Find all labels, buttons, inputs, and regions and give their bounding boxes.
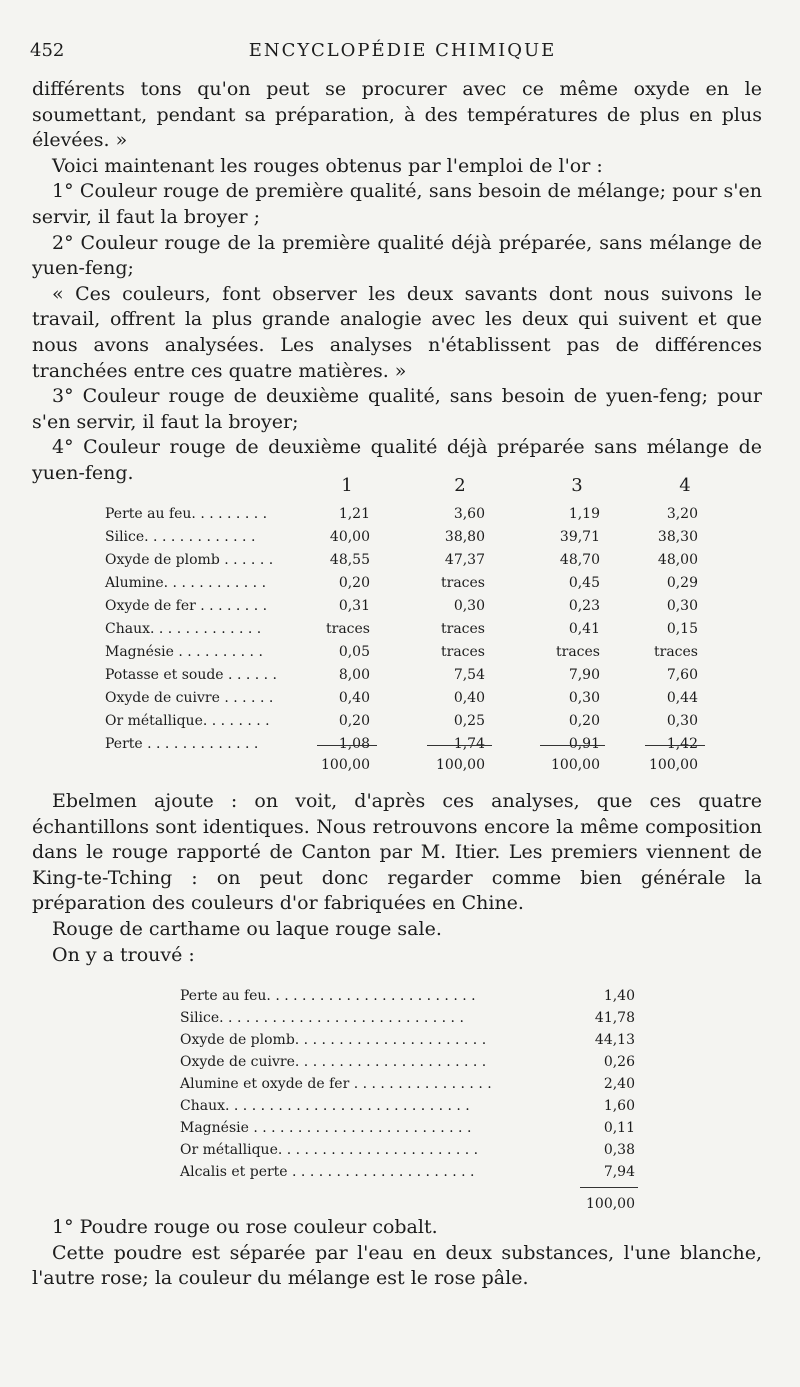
text-block-top [32, 77, 762, 487]
paragraph: 3° Couleur rouge de deuxième qualité, sans besoin de yuen-feng; pour s'en servir, il faut la broyer; [32, 385, 762, 433]
table-cell: 48,00 [657, 552, 698, 568]
row-label: Oxyde de cuivre. . . . . . . . . . . . . . . . . . . . . . [180, 1054, 487, 1070]
sum-rule [317, 745, 377, 746]
paragraph: 2° Couleur rouge de la première qualité déjà préparée, sans mélange de yuen-feng; [32, 231, 762, 280]
sum-rule [645, 745, 705, 746]
row-label: Alumine et oxyde de fer . . . . . . . . . . . . . . . . [180, 1076, 492, 1092]
paragraph: Cette poudre est séparée par l'eau en deux substances, l'une blanche, l'autre rose; la couleur du mélange est le rose pâle. [32, 1241, 762, 1290]
table-cell: 1,40 [603, 988, 635, 1004]
row-label: Alumine. . . . . . . . . . . . [105, 575, 267, 591]
table-cell: 0,30 [666, 598, 698, 614]
table-cell: 38,30 [657, 529, 698, 545]
text-block-bottom [32, 1215, 762, 1292]
row-label: Perte . . . . . . . . . . . . . [105, 736, 259, 752]
table-cell: 41,78 [594, 1010, 635, 1026]
table-cell: 1,21 [338, 506, 370, 522]
table-cell: 39,71 [559, 529, 600, 545]
table-cell: 7,60 [666, 667, 698, 683]
row-label: Chaux. . . . . . . . . . . . . [105, 621, 262, 637]
paragraph: « Ces couleurs, font observer les deux savants dont nous suivons le travail, offrent la plus grande analogie avec les deux qui suivent et que nous avons analysées. Les analyses n'établissent pas de différences tranchées entre ces quatre matières. » [32, 282, 762, 382]
table-cell: 1,42 [666, 736, 698, 752]
table-cell: 38,80 [444, 529, 485, 545]
table-cell: 1,74 [453, 736, 485, 752]
table-cell: 3,60 [453, 506, 485, 522]
row-label: Potasse et soude . . . . . . [105, 667, 277, 683]
sum-rule [540, 745, 605, 746]
table-cell: 48,70 [559, 552, 600, 568]
table-cell: 0,41 [568, 621, 600, 637]
table-cell: traces [441, 575, 485, 591]
page-number: 452 [30, 40, 65, 61]
paragraph: Rouge de carthame ou laque rouge sale. [52, 917, 442, 940]
row-label: Silice. . . . . . . . . . . . . [105, 529, 256, 545]
table-cell: 0,31 [338, 598, 370, 614]
table-cell: 1,19 [568, 506, 600, 522]
table-cell: 1,08 [338, 736, 370, 752]
table-cell: 3,20 [666, 506, 698, 522]
row-label: Perte au feu. . . . . . . . . . . . . . . . . . . . . . . . [180, 988, 476, 1004]
table-cell: 0,30 [453, 598, 485, 614]
table-cell: 40,00 [329, 529, 370, 545]
row-label: Oxyde de plomb. . . . . . . . . . . . . . . . . . . . . . [180, 1032, 487, 1048]
table-cell: 2,40 [603, 1076, 635, 1092]
table-cell: 0,29 [666, 575, 698, 591]
paragraph: 1° Couleur rouge de première qualité, sans besoin de mélange; pour s'en servir, il faut la broyer ; [32, 180, 762, 228]
paragraph: différents tons qu'on peut se procurer avec ce même oxyde en le soumettant, pendant sa préparation, à des températures de plus en plus élevées. » [32, 78, 762, 152]
table-cell: 0,05 [338, 644, 370, 660]
table-cell: 0,11 [603, 1120, 635, 1136]
table-cell: 0,40 [453, 690, 485, 706]
table-cell: 0,26 [603, 1054, 635, 1070]
table-cell: 48,55 [329, 552, 370, 568]
table-cell: 0,25 [453, 713, 485, 729]
table-cell: 0,20 [568, 713, 600, 729]
row-label: Silice. . . . . . . . . . . . . . . . . . . . . . . . . . . . [180, 1010, 464, 1026]
row-label: Or métallique. . . . . . . . [105, 713, 270, 729]
table-cell: traces [654, 644, 698, 660]
table-cell: 1,60 [603, 1098, 635, 1114]
table-cell: 7,94 [603, 1164, 635, 1180]
table-cell: 0,38 [603, 1142, 635, 1158]
row-label: Or métallique. . . . . . . . . . . . . . . . . . . . . . . [180, 1142, 479, 1158]
table-cell: 8,00 [338, 667, 370, 683]
column-header: 1 [341, 475, 353, 496]
analysis-table-1 [105, 475, 705, 775]
row-label: Magnésie . . . . . . . . . . . . . . . . . . . . . . . . . [180, 1120, 472, 1136]
table-cell: 7,90 [568, 667, 600, 683]
total-cell: 100,00 [321, 757, 370, 773]
column-header: 3 [571, 475, 583, 496]
table-cell: traces [441, 644, 485, 660]
total-cell: 100,00 [551, 757, 600, 773]
table-cell: 0,91 [568, 736, 600, 752]
column-header: 2 [454, 475, 466, 496]
analysis-table-2 [180, 985, 640, 1215]
page-header [30, 40, 775, 64]
paragraph: Voici maintenant les rouges obtenus par l'emploi de l'or : [52, 154, 603, 177]
table-cell: 0,23 [568, 598, 600, 614]
table-cell: traces [326, 621, 370, 637]
total-cell: 100,00 [649, 757, 698, 773]
paragraph: 1° Poudre rouge ou rose couleur cobalt. [52, 1216, 438, 1238]
paragraph: 4° Couleur rouge de deuxième qualité déjà préparée sans mélange de yuen-feng. [32, 436, 762, 484]
sum-rule [427, 745, 492, 746]
row-label: Alcalis et perte . . . . . . . . . . . . . . . . . . . . . [180, 1164, 475, 1180]
table-cell: 0,30 [568, 690, 600, 706]
total-cell: 100,00 [586, 1196, 635, 1212]
row-label: Perte au feu. . . . . . . . . [105, 506, 268, 522]
row-label: Chaux. . . . . . . . . . . . . . . . . . . . . . . . . . . . [180, 1098, 470, 1114]
table-cell: 44,13 [594, 1032, 635, 1048]
text-block-middle [32, 789, 762, 968]
table-cell: 47,37 [444, 552, 485, 568]
table-cell: traces [441, 621, 485, 637]
sum-rule [580, 1187, 638, 1188]
total-cell: 100,00 [436, 757, 485, 773]
row-label: Oxyde de fer . . . . . . . . [105, 598, 268, 614]
table-cell: 0,30 [666, 713, 698, 729]
row-label: Magnésie . . . . . . . . . . [105, 644, 263, 660]
table-cell: 0,20 [338, 575, 370, 591]
column-header: 4 [679, 475, 691, 496]
table-cell: 7,54 [453, 667, 485, 683]
running-title: ENCYCLOPÉDIE CHIMIQUE [248, 40, 557, 61]
paragraph: Ebelmen ajoute : on voit, d'après ces analyses, que ces quatre échantillons sont identiques. Nous retrouvons encore la même composition dans le rouge rapporté de Canton par M. Itier. Les premiers viennent de King-te-Tching : on peut donc regarder comme bien générale la préparation des couleurs d'or fabriquées en Chine. [32, 790, 762, 915]
table-cell: 0,44 [666, 690, 698, 706]
paragraph: On y a trouvé : [52, 943, 195, 966]
table-cell: 0,15 [666, 621, 698, 637]
table-cell: traces [556, 644, 600, 660]
table-cell: 0,40 [338, 690, 370, 706]
row-label: Oxyde de cuivre . . . . . . [105, 690, 274, 706]
row-label: Oxyde de plomb . . . . . . [105, 552, 274, 568]
table-cell: 0,45 [568, 575, 600, 591]
table-cell: 0,20 [338, 713, 370, 729]
